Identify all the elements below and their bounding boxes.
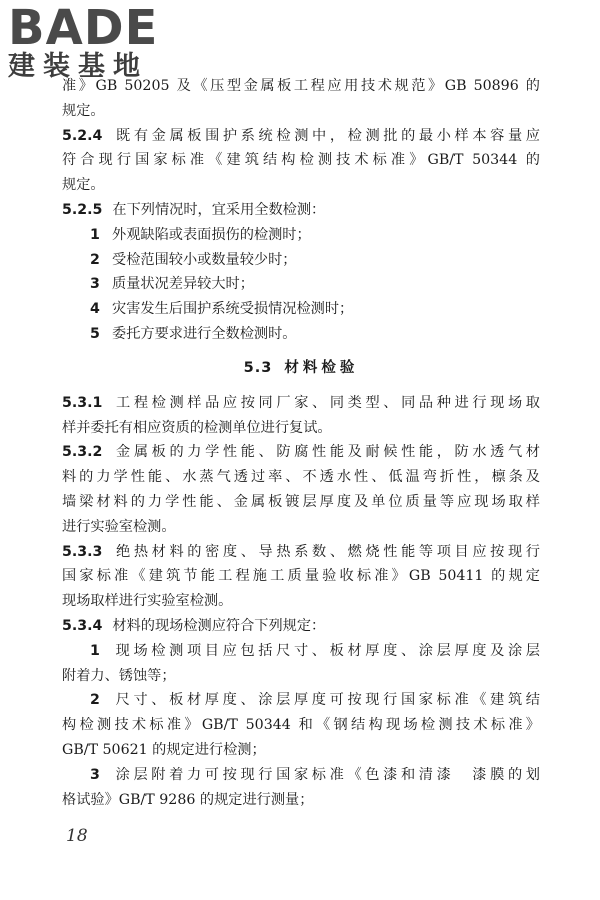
list-item xyxy=(62,322,540,347)
line-text: 现场取样进行实验室检测。 xyxy=(62,593,233,610)
line-text: 墙梁材料的力学性能、金属板镀层厚度及单位质量等应现场取样 xyxy=(62,493,540,510)
line-text: 进行实验室检测。 xyxy=(62,518,176,535)
line-text: 构检测技术标准》GB/T 50344 和《钢结构现场检测技术标准》 xyxy=(62,717,540,734)
line-text: 样并委托有相应资质的检测单位进行复试。 xyxy=(62,419,332,436)
list-item xyxy=(62,688,540,713)
item-number: 2 xyxy=(90,692,100,709)
clause-number: 5.2.4 xyxy=(62,127,103,144)
line-text: 格试验》GB/T 9286 的规定进行测量； xyxy=(62,791,314,808)
clause-line xyxy=(62,391,540,416)
line-text: 受检范围较小或数量较少时； xyxy=(112,251,297,268)
clause-line xyxy=(62,614,540,639)
line-text: 在下列情况时，宜采用全数检测： xyxy=(112,201,326,218)
item-number: 1 xyxy=(90,226,100,243)
clause-number: 5.2.5 xyxy=(62,201,103,218)
line-text: 准》GB 50205 及《压型金属板工程应用技术规范》GB 50896 的 xyxy=(62,78,540,94)
line-text: 规定。 xyxy=(62,102,105,119)
line-text: 符合现行国家标准《建筑结构检测技术标准》GB/T 50344 的 xyxy=(62,152,540,169)
list-item xyxy=(62,297,540,322)
list-item xyxy=(62,223,540,248)
text-line xyxy=(62,788,540,813)
line-text: 绝热材料的密度、导热系数、燃烧性能等项目应按现行 xyxy=(112,543,540,560)
clause-line xyxy=(62,440,540,465)
text-line xyxy=(62,589,540,614)
section-heading xyxy=(62,349,540,387)
text-line xyxy=(62,99,540,124)
text-line xyxy=(62,465,540,490)
line-text: GB/T 50621 的规定进行检测； xyxy=(62,741,266,758)
line-text: 材料的现场检测应符合下列规定： xyxy=(112,617,326,634)
line-text: 料的力学性能、水蒸气透过率、不透水性、低温弯折性，檩条及 xyxy=(62,469,540,486)
clause-number: 5.3.1 xyxy=(62,394,103,411)
clause-number: 5.3.3 xyxy=(62,543,103,560)
text-line xyxy=(62,416,540,441)
logo-wordmark: BADE xyxy=(8,0,159,56)
line-text: 工程检测样品应按同厂家、同类型、同品种进行现场取 xyxy=(112,394,540,411)
item-number: 3 xyxy=(90,276,100,293)
clause-number: 5.3.4 xyxy=(62,617,103,634)
text-line xyxy=(62,738,540,763)
item-number: 3 xyxy=(90,766,100,783)
line-text: 金属板的力学性能、防腐性能及耐候性能，防水透气材 xyxy=(112,444,540,461)
section-title: 材料检验 xyxy=(284,359,359,376)
line-text: 附着力、锈蚀等； xyxy=(62,667,176,684)
clause-number: 5.3.2 xyxy=(62,444,103,461)
clause-line xyxy=(62,124,540,149)
list-item xyxy=(62,763,540,788)
line-text: 尺寸、板材厚度、涂层厚度可按现行国家标准《建筑结 xyxy=(112,692,540,709)
item-number: 4 xyxy=(90,301,100,318)
clause-line xyxy=(62,198,540,223)
line-text: 质量状况差异较大时； xyxy=(112,276,254,293)
line-text: 灾害发生后围护系统受损情况检测时； xyxy=(112,301,354,318)
logo xyxy=(8,0,159,82)
logo-subtitle: 建装基地 xyxy=(8,51,148,82)
line-text: 委托方要求进行全数检测时。 xyxy=(112,325,297,342)
line-text: 现场检测项目应包括尺寸、板材厚度、涂层厚度及涂层 xyxy=(112,642,540,659)
list-item xyxy=(62,272,540,297)
clause-line xyxy=(62,540,540,565)
list-item xyxy=(62,639,540,664)
line-text: 国家标准《建筑节能工程施工质量验收标准》GB 50411 的规定 xyxy=(62,568,540,585)
item-number: 1 xyxy=(90,642,100,659)
list-item xyxy=(62,248,540,273)
text-line xyxy=(62,490,540,515)
text-line xyxy=(62,148,540,173)
line-text: 外观缺陷或表面损伤的检测时； xyxy=(112,226,311,243)
line-text: 既有金属板围护系统检测中，检测批的最小样本容量应 xyxy=(112,127,540,144)
item-number: 2 xyxy=(90,251,100,268)
line-text: 涂层附着力可按现行国家标准《色漆和清漆 漆膜的划 xyxy=(112,766,540,783)
text-line xyxy=(62,515,540,540)
section-number: 5.3 xyxy=(243,359,273,376)
text-line xyxy=(62,713,540,738)
page-number: 18 xyxy=(66,826,88,846)
text-line xyxy=(62,664,540,689)
text-line xyxy=(62,173,540,198)
text-line xyxy=(62,564,540,589)
document-body xyxy=(62,74,540,812)
item-number: 5 xyxy=(90,325,100,342)
line-text: 规定。 xyxy=(62,177,105,194)
